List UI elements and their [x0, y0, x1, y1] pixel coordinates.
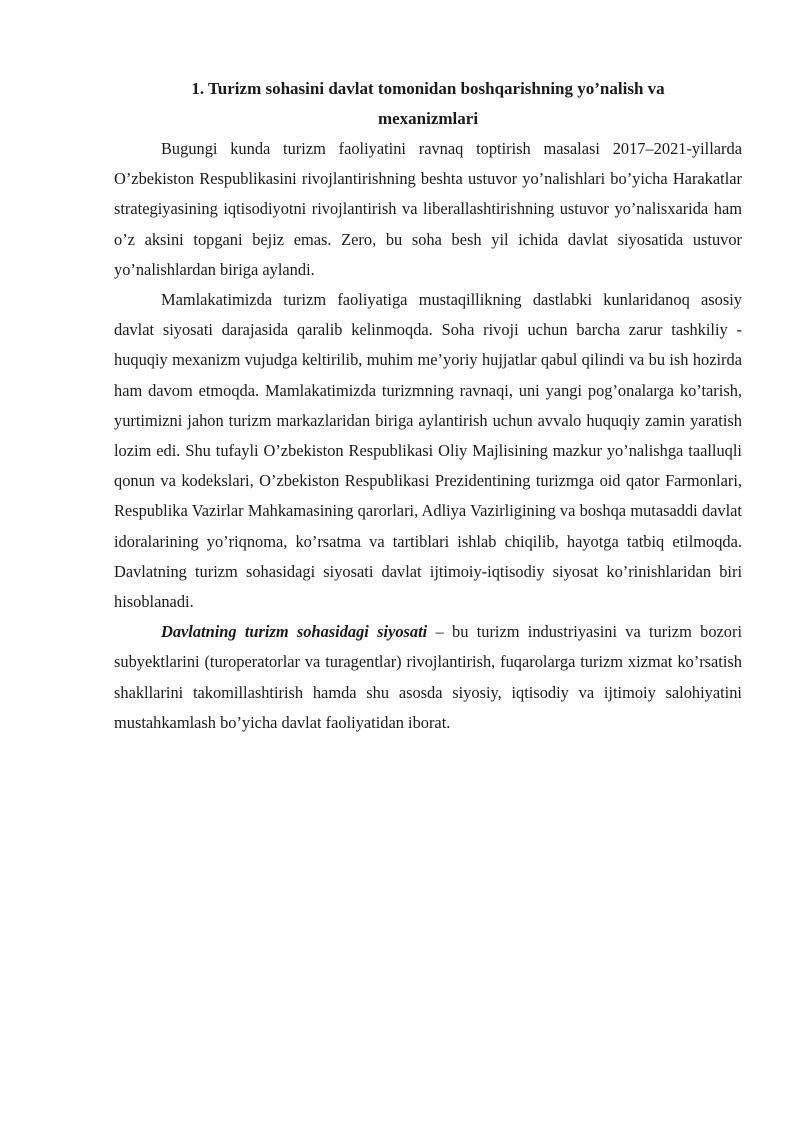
paragraph-2: Mamlakatimizda turizm faoliyatiga mustaqillikning dastlabki kunlaridanoq asosiy davlat siyosati darajasida qaralib kelinmoqda. Soha rivoji uchun barcha zarur tashkiliy - huquqiy mexanizm vujudga keltirilib, muhim me’yoriy hujjatlar qabul qilindi va bu ish hozirda ham davom etmoqda. Mamlakatimizda turizmning ravnaqi, uni yangi pog’onalarga ko’tarish, yurtimizni jahon turizm markazlaridan biriga aylantirish uchun avvalo huquqiy zamin yaratish lozim edi. Shu tufayli O’zbekiston Respublikasi Oliy Majlisining mazkur yo’nalishga taalluqli qonun va kodekslari, O’zbekiston Respublikasi Prezidentining turizmga oid qator Farmonlari, Respublika Vazirlar Mahkamasining qarorlari, Adliya Vazirligining va boshqa mutasaddi davlat idoralarining yo’riqnoma, ko’rsatma va tartiblari ishlab chiqilib, hayotga tatbiq etilmoqda. Davlatning turizm sohasidagi siyosati davlat ijtimoiy-iqtisodiy siyosat ko’rinishlaridan biri hisoblanadi. [114, 290, 742, 612]
document-page [114, 74, 742, 738]
definition-term: Davlatning turizm sohasidagi siyosati [161, 622, 428, 642]
section-title-line-1: 1. Turizm sohasini davlat tomonidan boshqarishning yo’nalish va [191, 79, 665, 98]
paragraph-3 [114, 617, 742, 738]
section-title [114, 74, 742, 134]
paragraph-1: Bugungi kunda turizm faoliyatini ravnaq toptirish masalasi 2017–2021-yillarda O’zbekiston Respublikasini rivojlantirishning beshta ustuvor yo’nalishlari bo’yicha Harakatlar strategiyasining iqtisodiyotni rivojlantirish va liberallashtirishning ustuvor yo’nalisxarida ham o’z aksini topgani bejiz emas. Zero, bu soha besh yil ichida davlat siyosatida ustuvor yo’nalishlardan biriga aylandi. [114, 139, 742, 279]
section-title-line-2: mexanizmlari [377, 109, 479, 128]
definition-text: – bu turizm industriyasini va turizm bozori subyektlarini (turoperatorlar va turagentlar) rivojlantirish, fuqarolarga turizm xizmat ko’rsatish shakllarini takomillashtirish hamda shu asosda siyosiy, iqtisodiy va ijtimoiy salohiyatini mustahkamlash bo’yicha davlat faoliyatidan iborat. [114, 622, 742, 732]
